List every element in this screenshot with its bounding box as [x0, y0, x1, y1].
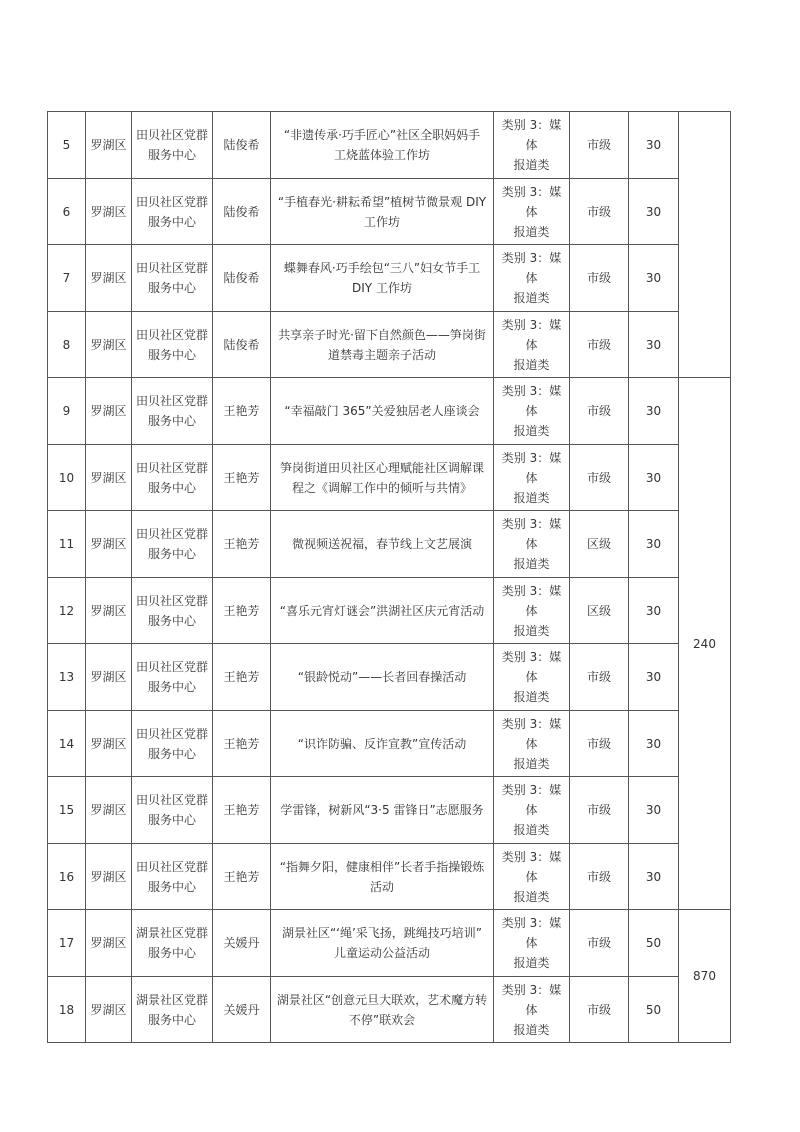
score-cell: 30: [629, 578, 679, 644]
cell-line: “幸福敲门 365”关爱独居老人座谈会: [284, 404, 480, 418]
score-cell: 30: [629, 711, 679, 777]
table-row: [48, 910, 731, 977]
cell-line: 报道类: [513, 623, 550, 638]
cell-line: “指舞夕阳，健康相伴”长者手指操锻炼: [279, 859, 485, 874]
cell-line: 类别 3：媒体: [501, 251, 562, 285]
cell-line: 报道类: [513, 690, 550, 704]
cell-line: 活动: [369, 879, 394, 894]
score-cell: 30: [629, 112, 679, 179]
person-cell: 王艳芳: [213, 644, 271, 711]
score-cell: 50: [629, 910, 679, 977]
score-cell: 30: [629, 644, 679, 711]
cell-line: 湖景社区党群: [135, 992, 208, 1007]
activity-title-cell: [271, 777, 494, 844]
cell-line: 服务中心: [147, 879, 196, 894]
category-cell: [494, 711, 570, 777]
organization-cell: [132, 445, 213, 511]
organization-cell: [132, 578, 213, 644]
organization-cell: [132, 179, 213, 245]
cell-line: 类别 3：媒体: [501, 450, 562, 485]
cell-line: 湖景社区党群: [135, 926, 208, 940]
row-number: 7: [48, 245, 86, 312]
category-cell: [494, 112, 570, 179]
cell-line: 服务中心: [147, 746, 196, 761]
level-cell: 市级: [570, 977, 629, 1043]
cell-line: 田贝社区党群: [135, 261, 208, 275]
score-cell: 30: [629, 511, 679, 578]
organization-cell: [132, 511, 213, 578]
cell-line: “手植春光·耕耘希望”植树节微景观 DIY: [277, 194, 487, 209]
cell-line: 类别 3：媒体: [501, 118, 562, 152]
category-cell: [494, 179, 570, 245]
category-cell: [494, 977, 570, 1043]
activity-title-cell: [271, 711, 494, 777]
level-cell: 市级: [570, 112, 629, 179]
district-cell: 罗湖区: [86, 445, 132, 511]
cell-line: 报道类: [513, 224, 550, 239]
level-cell: 市级: [570, 179, 629, 245]
subtotal-cell: 870: [679, 910, 731, 1043]
cell-line: 湖景社区“创意元旦大联欢，艺术魔方转: [276, 992, 488, 1007]
cell-line: 报道类: [513, 158, 550, 172]
row-number: 10: [48, 445, 86, 511]
cell-line: 道禁毒主题亲子活动: [327, 347, 436, 362]
category-cell: [494, 312, 570, 378]
category-cell: [494, 844, 570, 910]
cell-line: 服务中心: [147, 547, 196, 561]
level-cell: 市级: [570, 312, 629, 378]
person-cell: 陆俊希: [213, 312, 271, 378]
activity-title-cell: [271, 245, 494, 312]
cell-line: 服务中心: [147, 1012, 196, 1027]
cell-line: 田贝社区党群: [135, 194, 208, 209]
person-cell: 王艳芳: [213, 511, 271, 578]
cell-line: 类别 3：媒体: [501, 716, 562, 751]
cell-line: 类别 3：媒体: [501, 583, 562, 618]
cell-line: 类别 3：媒体: [501, 650, 562, 684]
cell-line: 学雷锋，树新风“3·5 雷锋日”志愿服务: [280, 803, 484, 817]
row-number: 8: [48, 312, 86, 378]
cell-line: 服务中心: [147, 613, 196, 628]
cell-line: 报道类: [513, 756, 550, 771]
person-cell: 王艳芳: [213, 445, 271, 511]
cell-line: 湖景社区“‘绳’采飞扬，跳绳技巧培训”: [281, 926, 483, 940]
cell-line: 报道类: [513, 291, 550, 305]
cell-line: 服务中心: [147, 946, 196, 960]
cell-line: 类别 3：媒体: [501, 517, 562, 551]
activity-title-cell: [271, 844, 494, 910]
score-cell: 30: [629, 312, 679, 378]
row-number: 5: [48, 112, 86, 179]
cell-line: 类别 3：媒体: [501, 317, 562, 352]
cell-line: 服务中心: [147, 813, 196, 827]
activity-title-cell: [271, 312, 494, 378]
district-cell: 罗湖区: [86, 711, 132, 777]
level-cell: 区级: [570, 578, 629, 644]
table-row: [48, 777, 731, 844]
cell-line: 程之《调解工作中的倾听与共情》: [291, 480, 472, 495]
cell-line: 服务中心: [147, 480, 196, 495]
district-cell: 罗湖区: [86, 112, 132, 179]
organization-cell: [132, 777, 213, 844]
cell-line: 笋岗街道田贝社区心理赋能社区调解课: [279, 460, 484, 475]
activity-title-cell: [271, 910, 494, 977]
row-number: 14: [48, 711, 86, 777]
row-number: 12: [48, 578, 86, 644]
cell-line: 报道类: [513, 357, 550, 372]
cell-line: 工烧蓝体验工作坊: [333, 148, 430, 162]
level-cell: 市级: [570, 844, 629, 910]
activity-title-cell: [271, 445, 494, 511]
row-number: 17: [48, 910, 86, 977]
cell-line: 田贝社区党群: [135, 726, 208, 741]
person-cell: 王艳芳: [213, 378, 271, 445]
cell-line: 微视频送祝福，春节线上文艺展演: [291, 537, 472, 551]
table-row: [48, 844, 731, 910]
cell-line: 服务中心: [147, 214, 196, 229]
records-table: [47, 111, 731, 1043]
person-cell: 关媛丹: [213, 910, 271, 977]
district-cell: 罗湖区: [86, 844, 132, 910]
score-cell: 30: [629, 378, 679, 445]
person-cell: 王艳芳: [213, 711, 271, 777]
row-number: 6: [48, 179, 86, 245]
score-cell: 30: [629, 245, 679, 312]
cell-line: 田贝社区党群: [135, 327, 208, 342]
records-body: [48, 112, 731, 1043]
table-row: [48, 445, 731, 511]
cell-line: 儿童运动公益活动: [333, 946, 430, 960]
category-cell: [494, 578, 570, 644]
category-cell: [494, 644, 570, 711]
row-number: 16: [48, 844, 86, 910]
cell-line: 服务中心: [147, 414, 196, 428]
row-number: 15: [48, 777, 86, 844]
table-row: [48, 511, 731, 578]
person-cell: 关媛丹: [213, 977, 271, 1043]
level-cell: 市级: [570, 245, 629, 312]
organization-cell: [132, 644, 213, 711]
cell-line: “银龄悦动”——长者回春操活动: [297, 670, 467, 684]
table-row: [48, 644, 731, 711]
level-cell: 市级: [570, 378, 629, 445]
cell-line: “喜乐元宵灯谜会”洪湖社区庆元宵活动: [279, 603, 485, 618]
cell-line: 田贝社区党群: [135, 593, 208, 608]
table-row: [48, 578, 731, 644]
cell-line: 类别 3：媒体: [501, 783, 562, 817]
table-row: [48, 179, 731, 245]
cell-line: 类别 3：媒体: [501, 916, 562, 950]
cell-line: 不停”联欢会: [348, 1012, 416, 1027]
organization-cell: [132, 711, 213, 777]
table-row: [48, 711, 731, 777]
organization-cell: [132, 245, 213, 312]
district-cell: 罗湖区: [86, 977, 132, 1043]
person-cell: 陆俊希: [213, 179, 271, 245]
cell-line: 服务中心: [147, 281, 196, 295]
activity-title-cell: [271, 179, 494, 245]
cell-line: 类别 3：媒体: [501, 982, 562, 1017]
district-cell: 罗湖区: [86, 777, 132, 844]
cell-line: 报道类: [513, 557, 550, 571]
organization-cell: [132, 112, 213, 179]
cell-line: 类别 3：媒体: [501, 384, 562, 418]
activity-title-cell: [271, 578, 494, 644]
activity-title-cell: [271, 644, 494, 711]
cell-line: 服务中心: [147, 148, 196, 162]
score-cell: 30: [629, 777, 679, 844]
cell-line: 报道类: [513, 956, 550, 970]
district-cell: 罗湖区: [86, 378, 132, 445]
cell-line: 类别 3：媒体: [501, 849, 562, 884]
row-number: 13: [48, 644, 86, 711]
level-cell: 市级: [570, 711, 629, 777]
cell-line: 田贝社区党群: [135, 660, 208, 674]
level-cell: 区级: [570, 511, 629, 578]
activity-title-cell: [271, 378, 494, 445]
cell-line: 报道类: [513, 889, 550, 904]
score-cell: 30: [629, 445, 679, 511]
cell-line: 类别 3：媒体: [501, 184, 562, 219]
activity-title-cell: [271, 112, 494, 179]
cell-line: 工作坊: [363, 214, 400, 229]
person-cell: 陆俊希: [213, 112, 271, 179]
level-cell: 市级: [570, 644, 629, 711]
cell-line: “非遗传承·巧手匠心”社区全职妈妈手: [283, 128, 481, 142]
district-cell: 罗湖区: [86, 578, 132, 644]
table-row: [48, 378, 731, 445]
cell-line: 服务中心: [147, 680, 196, 694]
district-cell: 罗湖区: [86, 644, 132, 711]
category-cell: [494, 378, 570, 445]
district-cell: 罗湖区: [86, 910, 132, 977]
district-cell: 罗湖区: [86, 245, 132, 312]
row-number: 18: [48, 977, 86, 1043]
cell-line: 田贝社区党群: [135, 394, 208, 408]
person-cell: 陆俊希: [213, 245, 271, 312]
level-cell: 市级: [570, 445, 629, 511]
table-row: [48, 977, 731, 1043]
activity-title-cell: [271, 977, 494, 1043]
activity-title-cell: [271, 511, 494, 578]
category-cell: [494, 511, 570, 578]
table-row: [48, 312, 731, 378]
cell-line: 田贝社区党群: [135, 793, 208, 807]
cell-line: DIY 工作坊: [352, 281, 412, 295]
table-row: [48, 112, 731, 179]
table-row: [48, 245, 731, 312]
category-cell: [494, 445, 570, 511]
organization-cell: [132, 844, 213, 910]
category-cell: [494, 245, 570, 312]
subtotal-cell: 240: [679, 378, 731, 910]
person-cell: 王艳芳: [213, 777, 271, 844]
organization-cell: [132, 312, 213, 378]
organization-cell: [132, 910, 213, 977]
cell-line: 田贝社区党群: [135, 460, 208, 475]
cell-line: 报道类: [513, 823, 550, 837]
cell-line: 报道类: [513, 424, 550, 438]
cell-line: 田贝社区党群: [135, 527, 208, 541]
cell-line: 服务中心: [147, 347, 196, 362]
cell-line: 报道类: [513, 1022, 550, 1037]
district-cell: 罗湖区: [86, 179, 132, 245]
category-cell: [494, 777, 570, 844]
score-cell: 30: [629, 844, 679, 910]
cell-line: 田贝社区党群: [135, 859, 208, 874]
category-cell: [494, 910, 570, 977]
person-cell: 王艳芳: [213, 578, 271, 644]
cell-line: “识诈防骗、反诈宣教”宣传活动: [297, 736, 467, 751]
cell-line: 蝶舞春风·巧手绘包“三八”妇女节手工: [283, 261, 481, 275]
row-number: 11: [48, 511, 86, 578]
subtotal-cell: [679, 112, 731, 378]
cell-line: 田贝社区党群: [135, 128, 208, 142]
level-cell: 市级: [570, 910, 629, 977]
district-cell: 罗湖区: [86, 312, 132, 378]
organization-cell: [132, 977, 213, 1043]
cell-line: 共享亲子时光·留下自然颜色——笋岗街: [278, 327, 486, 342]
cell-line: 报道类: [513, 490, 550, 505]
organization-cell: [132, 378, 213, 445]
row-number: 9: [48, 378, 86, 445]
level-cell: 市级: [570, 777, 629, 844]
district-cell: 罗湖区: [86, 511, 132, 578]
person-cell: 王艳芳: [213, 844, 271, 910]
score-cell: 30: [629, 179, 679, 245]
score-cell: 50: [629, 977, 679, 1043]
